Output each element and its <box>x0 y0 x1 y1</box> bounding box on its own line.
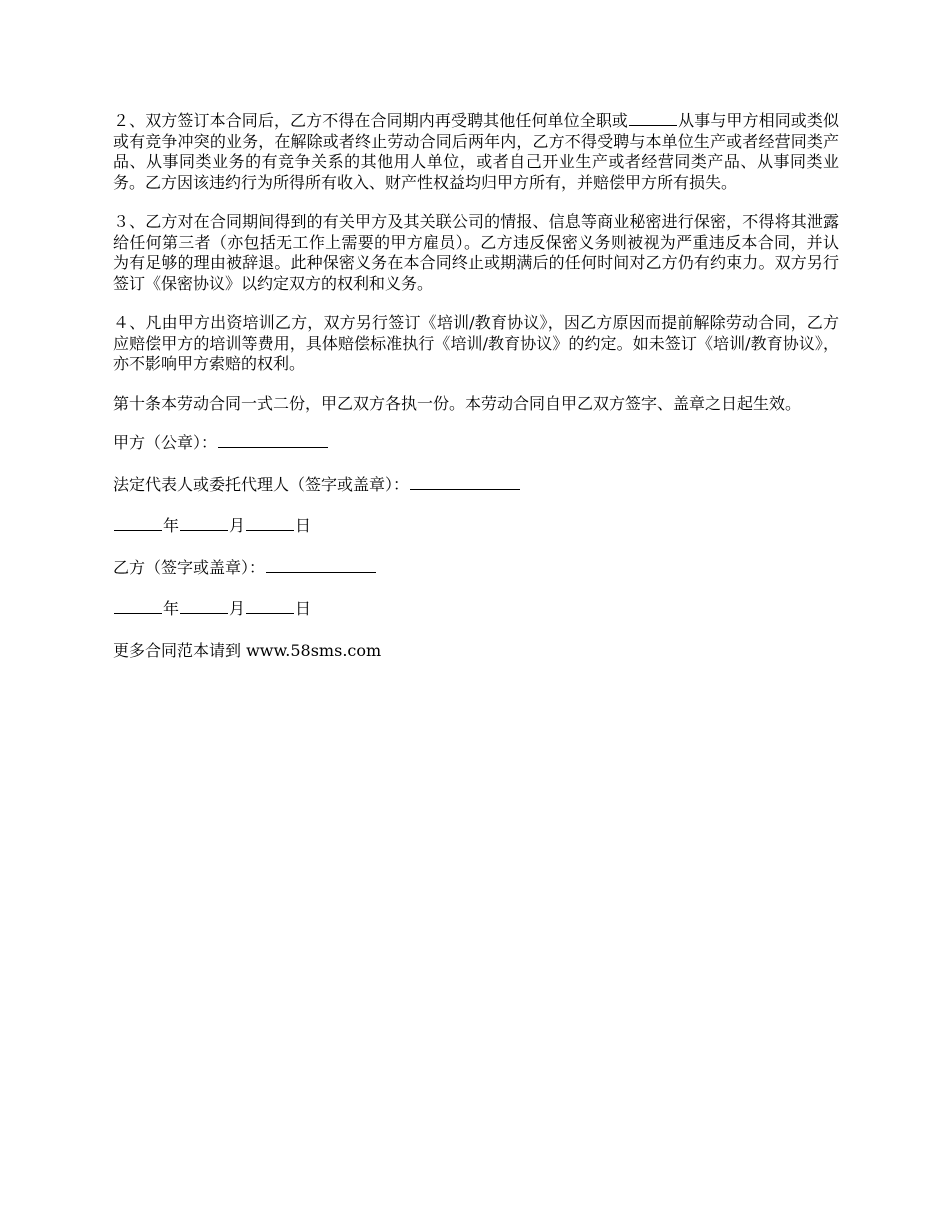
day-blank <box>246 516 294 531</box>
party-a-blank <box>218 433 328 448</box>
clause-2-text-start: ２、双方签订本合同后，乙方不得在合同期内再受聘其他任何单位全职或 <box>113 111 629 130</box>
year-blank <box>114 599 162 614</box>
year-label: 年 <box>163 599 180 618</box>
representative-label: 法定代表人或委托代理人（签字或盖章）： <box>113 474 410 494</box>
month-label: 月 <box>229 599 246 618</box>
day-label: 日 <box>295 599 312 618</box>
date-line-2 <box>113 599 839 620</box>
year-label: 年 <box>163 516 180 535</box>
fill-blank <box>629 111 677 126</box>
month-blank <box>180 599 228 614</box>
clause-2-text-end: 从事与甲方相同或类似或有竞争冲突的业务，在解除或者终止劳动合同后两年内，乙方不得受聘与本单位生产或者经营同类产品、从事同类业务的有竞争关系的其他用人单位，或者自己开业生产或者经营同类产品、从事同类业务。乙方因该违约行为所得所有收入、财产性权益均归甲方所有，并赔偿甲方所有损失。 <box>113 111 839 192</box>
day-label: 日 <box>295 516 312 535</box>
document-body <box>113 111 839 682</box>
party-b-signature-line <box>113 558 839 579</box>
clause-2 <box>113 111 839 193</box>
clause-3: ３、乙方对在合同期间得到的有关甲方及其关联公司的情报、信息等商业秘密进行保密，不得将其泄露给任何第三者（亦包括无工作上需要的甲方雇员）。乙方违反保密义务则被视为严重违反本合同，并认为有足够的理由被辞退。此种保密义务在本合同终止或期满后的任何时间对乙方仍有约束力。双方另行签订《保密协议》以约定双方的权利和义务。 <box>113 212 839 293</box>
year-blank <box>114 516 162 531</box>
month-blank <box>180 516 228 531</box>
party-a-label: 甲方（公章）： <box>113 433 218 452</box>
representative-signature-line <box>113 475 839 496</box>
month-label: 月 <box>229 516 246 535</box>
party-b-label: 乙方（签字或盖章）： <box>113 557 266 577</box>
representative-blank <box>410 475 520 490</box>
clause-4: ４、凡由甲方出资培训乙方，双方另行签订《培训/教育协议》，因乙方原因而提前解除劳动合同，乙方应赔偿甲方的培训等费用，具体赔偿标准执行《培训/教育协议》的约定。如未签订《培训/教育协议》，亦不影响甲方索赔的权利。 <box>113 313 839 373</box>
party-a-signature-line <box>113 433 839 454</box>
party-b-blank <box>266 558 376 573</box>
day-blank <box>246 599 294 614</box>
article-10: 第十条本劳动合同一式二份，甲乙双方各执一份。本劳动合同自甲乙双方签字、盖章之日起生效。 <box>113 393 802 413</box>
footer-note: 更多合同范本请到 www.58sms.com <box>113 640 382 660</box>
date-line-1 <box>113 516 839 537</box>
